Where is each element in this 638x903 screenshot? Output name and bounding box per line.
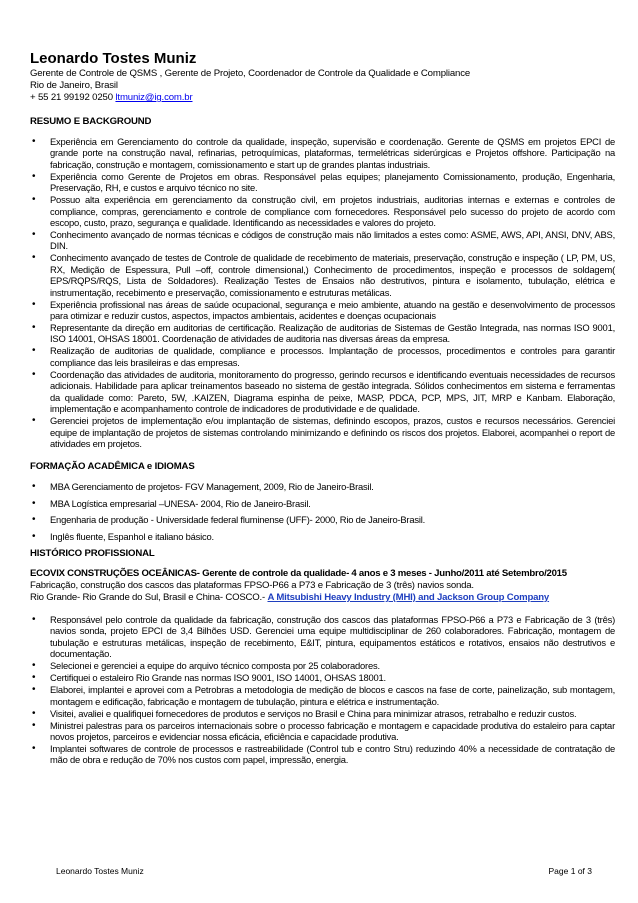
history-item-text: Implantei softwares de controle de processos e rastreabilidade (Control tub e contro Stru) reduzindo 40% a necessidade de contratação de mão de obra e redução de 70% nos custos com papel, impressão, energia. (50, 742, 615, 766)
history-item (30, 720, 615, 743)
bullet-icon: • (32, 229, 36, 241)
education-list (30, 481, 615, 542)
education-item (30, 498, 615, 509)
summary-list (30, 136, 615, 449)
resume-name: Leonardo Tostes Muniz (30, 50, 197, 67)
summary-item (30, 252, 615, 298)
history-item (30, 708, 615, 719)
phone-number: + 55 21 99192 0250 (30, 92, 113, 103)
bullet-icon: • (32, 136, 36, 147)
bullet-icon: • (32, 368, 36, 380)
job-location: Rio Grande- Rio Grande do Sul, Brasil e China- COSCO.- (30, 591, 266, 603)
summary-item-text: Experiência como Gerente de Projetos em obras. Responsável pelas equipes; planejamento Comissionamento, produção, Engenharia, Preservação, RH, e custos e arquivo técnico no site. (50, 170, 615, 194)
history-item-text: Responsável pelo controle da qualidade da fabricação, construção dos cascos das plataformas FPSO-P66 a P73 e Fabricação de 3 (três) navios sonda, projeto EPCI de 3,4 Bilhões USD. Gerenciei uma equipe multidisciplinar de 260 colaboradores. Fabricação, montagem de tubulação e estruturas metálicas, inspeção de recebimento, E&IT, pintura, equipamentos estáticos e rotativos, ensaios não destrutivos e documentação. (50, 613, 615, 660)
education-item (30, 531, 615, 542)
footer-author: Leonardo Tostes Muniz (56, 866, 144, 876)
resume-page (30, 50, 615, 766)
bullet-icon: • (32, 707, 36, 719)
email-link[interactable]: ltmuniz@ig.com.br (115, 92, 193, 103)
summary-item (30, 136, 615, 170)
summary-item-text: Experiência em Gerenciamento do controle da qualidade, inspeção, supervisão e coordenação. Gerente de QSMS em projetos EPCI de grande porte na construção naval, refinarias, petroquímicas, plataformas, termelétricas siderúrgicas e Projetos offshore. Participação na fabricação, construção e montagem, comissionamento e start up de grandes plantas industriais. (50, 136, 615, 170)
education-item-text: Engenharia de produção - Universidade federal fluminense (UFF)- 2000, Rio de Janeiro-Brasil. (50, 514, 426, 526)
bullet-icon: • (32, 719, 36, 731)
bullet-icon: • (32, 497, 36, 509)
job-title: ECOVIX CONSTRUÇÕES OCEÂNICAS- Gerente de controle da qualidade- 4 anos e 3 meses - Junho/2011 até Setembro/2015 (30, 567, 567, 579)
summary-item (30, 171, 615, 194)
bullet-icon: • (32, 322, 36, 334)
bullet-icon: • (32, 660, 36, 672)
contact-line (30, 92, 615, 104)
summary-item (30, 194, 615, 228)
summary-item-text: Realização de auditorias de qualidade, compliance e processos. Implantação de processos, procedimentos e controles para garantir compliance das leis brasileiras e das empresas. (50, 345, 615, 368)
job-description: Fabricação, construção dos cascos das plataformas FPSO-P66 a P73 e Fabricação de 3 (três) navios sonda. (30, 579, 474, 591)
company-link[interactable]: A Mitsubishi Heavy Industry (MHI) and Jackson Group Company (267, 591, 550, 603)
education-heading: FORMAÇÃO ACADÊMICA e IDIOMAS (30, 461, 195, 473)
summary-item (30, 415, 615, 449)
bullet-icon: • (32, 530, 36, 542)
history-item (30, 672, 615, 683)
bullet-icon: • (32, 684, 36, 696)
bullet-icon: • (32, 345, 36, 357)
bullet-icon: • (32, 170, 36, 182)
education-item-text: MBA Logística empresarial –UNESA- 2004, Rio de Janeiro-Brasil. (50, 497, 311, 509)
history-item-text: Visitei, avaliei e qualifiquei fornecedores de produtos e serviços no Brasil e China para minimizar atrasos, retrabalho e reduzir custos. (50, 707, 577, 719)
summary-item-text: Conhecimento avançado de testes de Controle de qualidade de recebimento de materiais, preservação, construção e inspeção ( LP, PM, US, RX, Medição de Espessura, Pull –off, controle dimensional,) Conhecimento de procedimentos, inspeção e processos de soldagem( EPS/RQPS/RQS, Lista de Soldadores). Realização Testes de Ensaios não destrutivos, pintura e isolamento, tubulação, elétrica e instrumentação, recebimento e preservação, comissionamento e estruturas metálicas. (50, 252, 615, 298)
resume-title: Gerente de Controle de QSMS , Gerente de Projeto, Coordenador de Controle da Qualidade e Compliance (30, 68, 471, 79)
history-item (30, 660, 615, 671)
bullet-icon: • (32, 672, 36, 684)
history-item (30, 614, 615, 660)
education-item (30, 481, 615, 492)
bullet-icon: • (32, 252, 36, 264)
bullet-icon: • (32, 514, 36, 526)
education-item-text: Inglês fluente, Espanhol e italiano básico. (50, 530, 214, 542)
bullet-icon: • (32, 415, 36, 427)
summary-item (30, 369, 615, 415)
history-list (30, 614, 615, 766)
job-location-line (30, 592, 615, 604)
bullet-icon: • (32, 298, 36, 310)
history-item-text: Selecionei e gerenciei a equipe do arquivo técnico composta por 25 colaboradores. (50, 660, 380, 672)
summary-item-text: Representante da direção em auditorias de certificação. Realização de auditorias de Sistemas de Gestão Integrada, nas normas ISO 9001, ISO 14001, OHSAS 18001. Coordenação de atividades de auditoria nas diversas áreas da empresa. (50, 322, 615, 345)
history-item-text: Elaborei, implantei e aprovei com a Petrobras a metodologia de medição de blocos e cascos na fase de corte, painelização, sub montagem, montagem e edificação, fabricação e montagem de tubulação, pintura e elétrica e instrumentação. (50, 684, 615, 707)
summary-item (30, 322, 615, 345)
summary-item (30, 229, 615, 252)
education-item-text: MBA Gerenciamento de projetos- FGV Management, 2009, Rio de Janeiro-Brasil. (50, 481, 374, 493)
education-item (30, 514, 615, 525)
bullet-icon: • (32, 481, 36, 493)
summary-item (30, 345, 615, 368)
bullet-icon: • (32, 613, 36, 625)
bullet-icon: • (32, 194, 36, 206)
history-item-text: Certifiquei o estaleiro Rio Grande nas normas ISO 9001, ISO 14001, OHSAS 18001. (50, 672, 386, 684)
summary-item-text: Gerenciei projetos de implementação e/ou implantação de sistemas, definindo escopos, prazos, custos e recursos necessários. Gerenciei equipe de implantação de projetos de sistemas controlando minimizando e definindo os riscos dos projetos. Elaborei, acompanhei o report de atividades em projetos. (50, 415, 615, 449)
summary-heading: RESUMO E BACKGROUND (30, 116, 152, 127)
summary-item-text: Experiência profissional nas áreas de saúde ocupacional, segurança e meio ambiente, atuando na gestão e desenvolvimento de processos para otimizar e reduzir custos, aspectos, impactos ambientais, acidentes e doenças ocupacionais (50, 298, 615, 322)
page-footer (56, 866, 592, 876)
summary-item-text: Possuo alta experiência em gerenciamento da construção civil, em projetos industriais, auditorias internas e externas e controles de compliance, compras, gerenciamento e controle de compliance com fornecedores. Responsável pelo sucesso do projeto de acordo com escopo, custo, prazo, segurança e qualidade. Identificando as necessidades e valores do projeto. (50, 194, 615, 229)
resume-location: Rio de Janeiro, Brasil (30, 80, 118, 91)
bullet-icon: • (32, 742, 36, 754)
summary-item (30, 299, 615, 322)
history-item (30, 684, 615, 707)
history-heading: HISTÓRICO PROFISSIONAL (30, 547, 155, 559)
summary-item-text: Conhecimento avançado de normas técnicas e códigos de construção mais não limitados a estes como: ASME, AWS, API, ANSI, DNV, ABS, DIN. (50, 229, 615, 252)
summary-item-text: Coordenação das atividades de auditoria, monitoramento do progresso, gerindo recursos e identificando eventuais necessidades de recursos adicionais. Habilidade para aplicar treinamentos baseado no sistema de gestão integrada. Sólidos conhecimentos em sistema e ferramentas da qualidade como: Pareto, 5W, .KAIZEN, Diagrama espinha de peixe, MASP, PDCA, PCP, MPS, JIT, MRP e Kanbam. Elaboração, implementação e acompanhamento controle de indicadores de produtividade e de qualidade. (50, 368, 615, 415)
history-item (30, 743, 615, 766)
history-item-text: Ministrei palestras para os parceiros internacionais sobre o processo fabricação e montagem e capacidade produtiva do estaleiro para captar novos projetos, parceiros e evidenciar nossa eficácia, eficiência e capacidade produtiva. (50, 719, 615, 742)
footer-page-number: Page 1 of 3 (548, 866, 592, 876)
